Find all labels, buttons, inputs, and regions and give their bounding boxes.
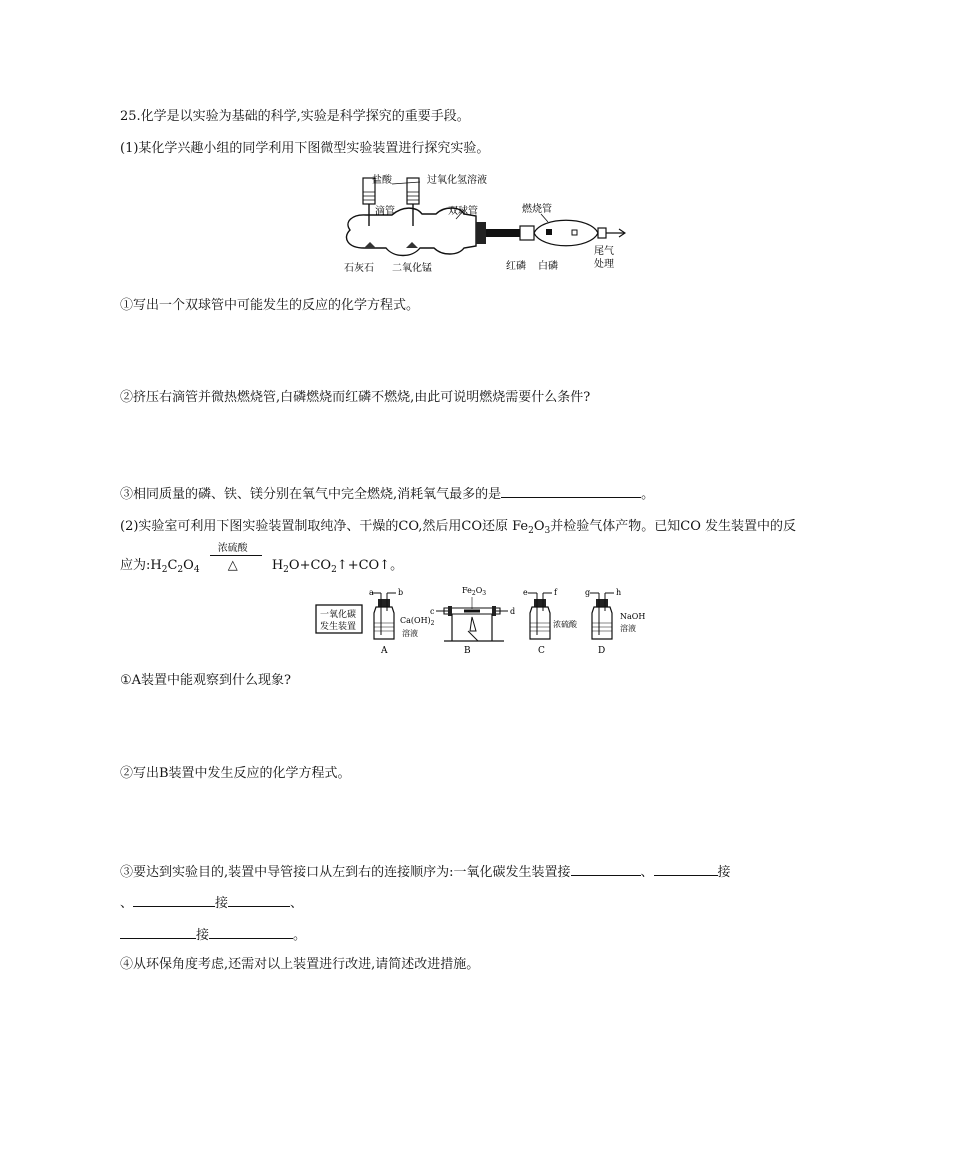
period: 。 [293,928,307,943]
part1-question-1: ①写出一个双球管中可能发生的反应的化学方程式。 [120,298,420,313]
micro-apparatus-diagram [336,168,626,278]
answer-blank[interactable] [133,892,215,907]
connector-word: 接 [717,865,731,880]
part2-question-3-line2 [120,892,303,913]
label-conc-h2so4: 浓硫酸 [553,620,577,629]
reaction-equation [120,543,404,575]
connector-word: 接 [215,896,229,911]
part2-intro-c: 并检验气体产物。已知CO 发生装置中的反 [550,519,797,534]
label-naoh: NaOH [620,612,646,621]
product-h: H [271,558,284,573]
label-C: C [538,646,545,656]
figure-co-apparatus [314,583,654,658]
label-naoh-solution: 溶液 [620,624,636,633]
part2-question-2: ②写出B装置中发生反应的化学方程式。 [120,766,351,781]
port-d: d [510,607,516,616]
o-text: O [475,586,483,595]
answer-blank[interactable] [120,924,196,939]
label-limestone: 石灰石 [344,263,374,274]
label-manganese-dioxide: 二氧化锰 [392,263,432,274]
subscript: 4 [193,565,200,575]
question-25-intro: 25.化学是以实验为基础的科学,实验是科学探究的重要手段。 [120,109,470,124]
port-h: h [616,588,622,597]
fe-subscript: 2 [528,526,534,536]
caoh2-text: Ca(OH) [400,616,431,625]
o-subscript: 3 [544,526,551,536]
part2-question-3-text: ③要达到实验目的,装置中导管接口从左到右的连接顺序为:一氧化碳发生装置接 [120,865,571,880]
part2-question-1: ①A装置中能观察到什么现象? [120,673,292,688]
port-g: g [585,588,591,597]
label-A: A [381,646,388,656]
condition-top: 浓硫酸 [217,543,248,554]
part2-question-3 [120,861,731,882]
part1-question-3 [120,483,654,504]
separator: 、 [290,896,304,911]
label-hydrochloric-acid: 盐酸 [372,175,392,186]
equation-prefix: 应为:H [120,558,162,573]
answer-blank[interactable] [209,924,293,939]
port-b: b [398,588,404,597]
label-co-generator-1: 一氧化碳 [320,610,357,620]
subscript: 2 [331,565,337,575]
equation-c: C [167,558,178,573]
part1-question-3-text: ③相同质量的磷、铁、镁分别在氧气中完全燃烧,消耗氧气最多的是 [120,487,502,502]
subscript: 2 [177,565,184,575]
label-tail-gas: 尾气 [594,246,614,257]
condition-heat: △ [227,558,238,573]
separator: 、 [640,865,654,880]
port-a: a [369,588,374,597]
part2-question-3-line3 [120,924,306,945]
figure-micro-apparatus [336,168,626,278]
period: 。 [641,487,655,502]
label-co-generator-2: 发生装置 [320,622,357,632]
answer-blank[interactable] [654,861,718,876]
fe-subscript: 2 [471,590,476,597]
product-co2: O+CO [288,558,332,573]
label-burning-tube: 燃烧管 [522,204,552,215]
label-double-ball-tube: 双球管 [448,206,478,217]
label-fe2o3 [462,586,486,597]
fe-text: Fe [462,586,472,595]
label-dropper: 滴管 [375,206,395,217]
reaction-condition [210,543,262,575]
label-treatment: 处理 [594,259,614,270]
part2-question-4: ④从环保角度考虑,还需对以上装置进行改进,请简述改进措施。 [120,957,480,972]
o-subscript: 3 [482,590,487,597]
part2-intro-b: O [533,519,545,534]
label-caoh2-solution: 溶液 [402,629,418,638]
co-apparatus-diagram [314,583,654,658]
connector-word: 接 [196,928,210,943]
part2-intro-a: (2)实验室可利用下图实验装置制取纯净、干燥的CO,然后用CO还原 Fe [120,519,529,534]
separator: 、 [120,896,134,911]
port-f: f [554,588,557,597]
subscript: 2 [161,565,168,575]
equation-o: O [183,558,194,573]
caoh2-subscript: 2 [430,620,435,627]
label-hydrogen-peroxide: 过氧化氢溶液 [427,175,487,186]
part1-intro: (1)某化学兴趣小组的同学利用下图微型实验装置进行探究实验。 [120,141,490,156]
equation-bar [210,555,262,556]
label-white-phosphorus: 白磷 [538,261,558,272]
label-B: B [464,646,471,656]
label-red-phosphorus: 红磷 [506,261,526,272]
label-D: D [598,646,606,656]
port-c: c [430,607,435,616]
label-caoh2 [400,616,435,627]
answer-blank[interactable] [228,892,290,907]
part2-intro [120,518,796,536]
port-e: e [523,588,528,597]
product-co: ↑+CO↑。 [336,558,404,573]
answer-blank[interactable] [571,861,641,876]
answer-blank[interactable] [501,483,641,498]
subscript: 2 [283,565,289,575]
part1-question-2: ②挤压右滴管并微热燃烧管,白磷燃烧而红磷不燃烧,由此可说明燃烧需要什么条件? [120,390,591,405]
